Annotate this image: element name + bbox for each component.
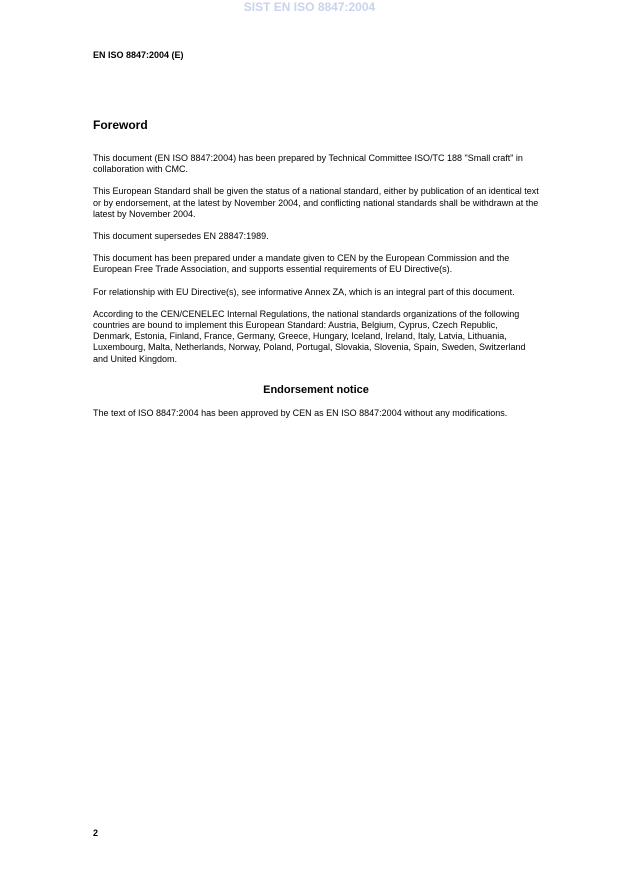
endorsement-text: The text of ISO 8847:2004 has been approved by CEN as EN ISO 8847:2004 without any modifications. (93, 407, 508, 418)
page-number: 2 (93, 828, 99, 838)
foreword-paragraph-mandate: This document has been prepared under a mandate given to CEN by the European Commission and the European Free Trade Association, and supports essential requirements of EU Directive(s). (93, 253, 510, 275)
foreword-paragraph-supersedes: This document supersedes EN 28847:1989. (93, 231, 269, 242)
document-body (93, 118, 539, 430)
foreword-paragraph-directive: For relationship with EU Directive(s), see informative Annex ZA, which is an integral part of this document. (93, 286, 515, 297)
foreword-paragraph-status: This European Standard shall be given the status of a national standard, either by publication of an identical text or by endorsement, at the latest by November 2004, and conflicting national standards shall be withdrawn at the latest by November 2004. (93, 186, 539, 219)
foreword-paragraph-prepared-by: This document (EN ISO 8847:2004) has been prepared by Technical Committee ISO/TC 188 "Small craft" in collaboration with CMC. (93, 153, 523, 175)
foreword-heading: Foreword (93, 118, 148, 132)
endorsement-heading: Endorsement notice (263, 383, 369, 396)
document-identifier: EN ISO 8847:2004 (E) (93, 50, 184, 60)
watermark: SIST EN ISO 8847:2004 (243, 0, 376, 14)
foreword-paragraph-countries: According to the CEN/CENELEC Internal Regulations, the national standards organizations of the following countries are bound to implement this European Standard: Austria, Belgium, Cyprus, Czech Republic, Denmark, Estonia, Finland, France, Germany, Greece, Hungary, Iceland, Ireland, Italy, Latvia, Lithuania, Luxembourg, Malta, Netherlands, Norway, Poland, Portugal, Slovakia, Slovenia, Spain, Sweden, Switzerland and United Kingdom. (93, 308, 526, 364)
